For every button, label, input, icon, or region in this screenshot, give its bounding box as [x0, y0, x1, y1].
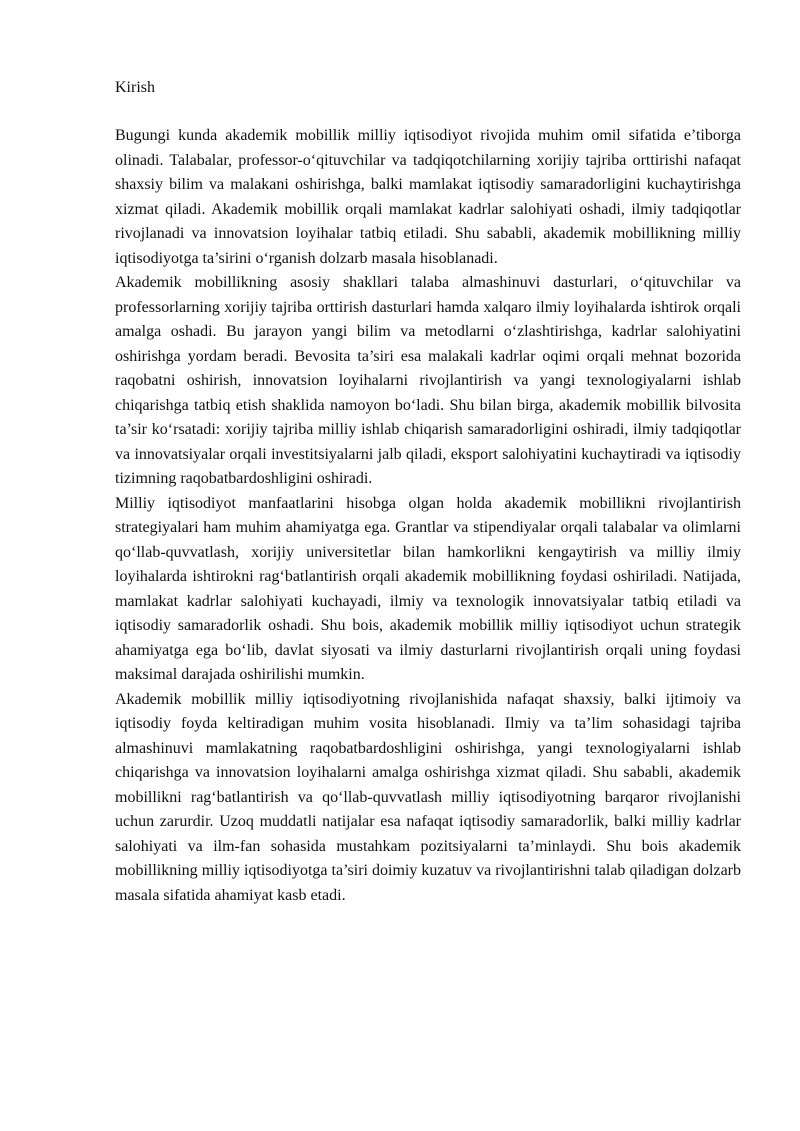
section-heading: Kirish	[115, 79, 155, 96]
paragraph-3: Milliy iqtisodiyot manfaatlarini hisobga olgan holda akademik mobillikni rivojlantirish strategiyalari ham muhim ahamiyatga ega. Grantlar va stipendiyalar orqali talabalar va olimlarni qo‘llab-quvvatlash, xorijiy universitetlar bilan hamkorlikni kengaytirish va milliy ilmiy loyihalarda ishtirokni rag‘batlantirish orqali akademik mobillikning foydasi oshiriladi. Natijada, mamlakat kadrlar salohiyati kuchayadi, ilmiy va texnologik innovatsiyalar tatbiq etiladi va iqtisodiy samaradorlik oshadi. Shu bois, akademik mobillik milliy iqtisodiyot uchun strategik ahamiyatga ega bo‘lib, davlat siyosati va ilmiy dasturlarni rivojlantirish orqali uning foydasi maksimal darajada oshirilishi mumkin.	[115, 494, 741, 683]
paragraph-4: Akademik mobillik milliy iqtisodiyotning rivojlanishida nafaqat shaxsiy, balki ijtimoiy va iqtisodiy foyda keltiradigan muhim vosita hisoblanadi. Ilmiy va ta’lim sohasidagi tajriba almashinuvi mamlakatning raqobatbardoshligini oshirishga, yangi texnologiyalarni ishlab chiqarishga va innovatsion loyihalarni amalga oshirishga xizmat qiladi. Shu sababli, akademik mobillikni rag‘batlantirish va qo‘llab-quvvatlash milliy iqtisodiyotning barqaror rivojlanishi uchun zarurdir. Uzoq muddatli natijalar esa nafaqat iqtisodiy samaradorlik, balki milliy kadrlar salohiyati va ilm-fan sohasida mustahkam pozitsiyalarni ta’minlaydi. Shu bois akademik mobillikning milliy iqtisodiyotga ta’siri doimiy kuzatuv va rivojlantirishni talab qiladigan dolzarb masala sifatida ahamiyat kasb etadi.	[115, 690, 741, 904]
heading-spacer	[115, 100, 741, 124]
paragraph-1: Bugungi kunda akademik mobillik milliy iqtisodiyot rivojida muhim omil sifatida e’tiborga olinadi. Talabalar, professor-o‘qituvchilar va tadqiqotchilarning xorijiy tajriba orttirishi nafaqat shaxsiy bilim va malakani oshirishga, balki mamlakat iqtisodiy samaradorligini kuchaytirishga xizmat qiladi. Akademik mobillik orqali mamlakat kadrlar salohiyati oshadi, ilmiy tadqiqotlar rivojlanadi va innovatsion loyihalar tatbiq etiladi. Shu sababli, akademik mobillikning milliy iqtisodiyotga ta’sirini o‘rganish dolzarb masala hisoblanadi.	[115, 127, 741, 267]
document-page	[115, 76, 741, 908]
paragraph-2: Akademik mobillikning asosiy shakllari talaba almashinuvi dasturlari, o‘qituvchilar va professorlarning xorijiy tajriba orttirish dasturlari hamda xalqaro ilmiy loyihalarda ishtirok orqali amalga oshadi. Bu jarayon yangi bilim va metodlarni o‘zlashtirishga, kadrlar salohiyatini oshirishga yordam beradi. Bevosita ta’siri esa malakali kadrlar oqimi orqali mehnat bozorida raqobatni oshirish, innovatsion loyihalarni rivojlantirish va yangi texnologiyalarni ishlab chiqarishga tatbiq etish shaklida namoyon bo‘ladi. Shu bilan birga, akademik mobillik bilvosita ta’sir ko‘rsatadi: xorijiy tajriba milliy ishlab chiqarish samaradorligini oshiradi, ilmiy tadqiqotlar va innovatsiyalar orqali investitsiyalarni jalb qiladi, eksport salohiyatini kuchaytiradi va iqtisodiy tizimning raqobatbardoshligini oshiradi.	[115, 274, 741, 487]
